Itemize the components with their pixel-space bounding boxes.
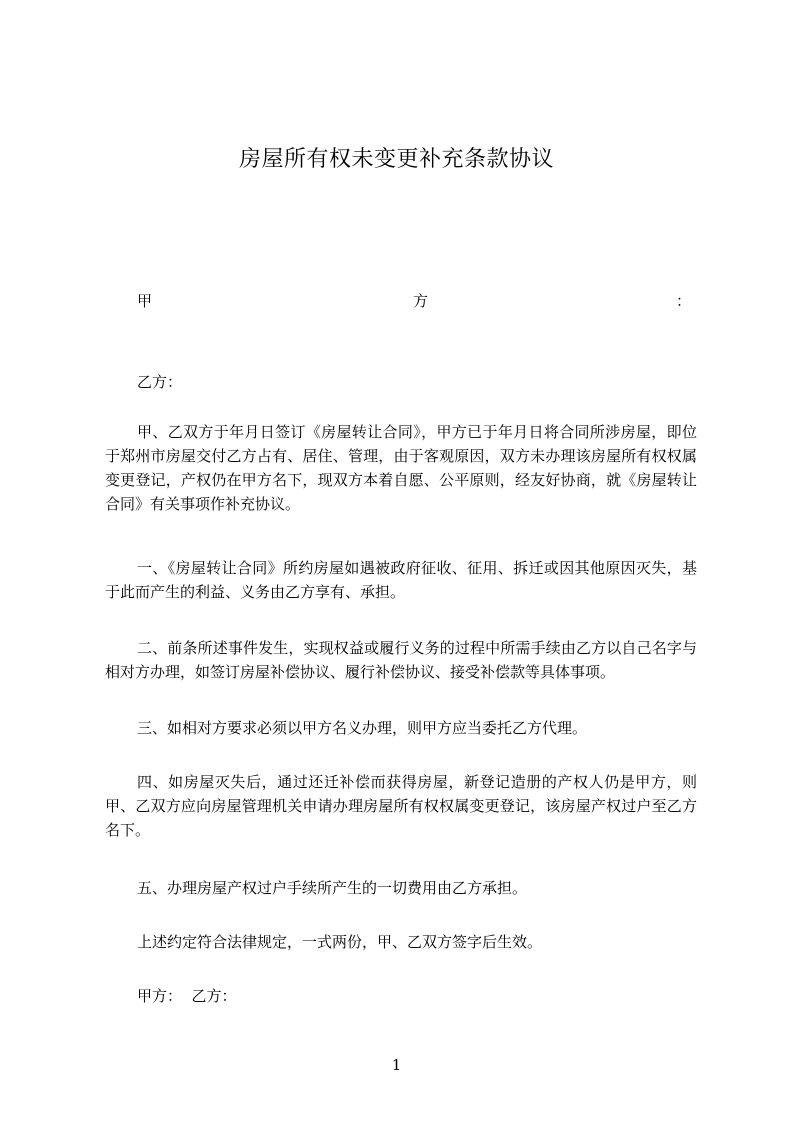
- party-b-label: 乙方：: [137, 373, 183, 391]
- effectiveness-clause: 上述约定符合法律规定，一式两份，甲、乙双方签字后生效。: [137, 933, 543, 951]
- document-title: 房屋所有权未变更补充条款协议: [238, 147, 554, 172]
- intro-paragraph: 甲、乙双方于年月日签订《房屋转让合同》，甲方已于年月日将合同所涉房屋，即位于郑州市房屋交付乙方占有、居住、管理，由于客观原因，双方未办理该房屋所有权权属变更登记，产权仍在甲方名下，现双方本着自愿、公平原则，经友好协商，就《房屋转让合同》有关事项作补充协议。: [105, 423, 697, 513]
- page-number: 1: [391, 1056, 402, 1074]
- clause-1: 一、《房屋转让合同》所约房屋如遇被政府征收、征用、拆迁或因其他原因灭失，基于此而产生的利益、义务由乙方享有、承担。: [105, 559, 697, 601]
- party-a-line: [137, 290, 693, 314]
- party-a-char-2: 方: [413, 292, 429, 310]
- clause-2: 二、前条所述事件发生，实现权益或履行义务的过程中所需手续由乙方以自己名字与相对方办理，如签订房屋补偿协议、履行补偿协议、接受补偿款等具体事项。: [105, 639, 697, 681]
- party-a-colon: ：: [675, 292, 691, 310]
- clause-4: 四、如房屋灭失后，通过还迁补偿而获得房屋，新登记造册的产权人仍是甲方，则甲、乙双方应向房屋管理机关申请办理房屋所有权权属变更登记，该房屋产权过户至乙方名下。: [105, 773, 697, 839]
- party-a-char-1: 甲: [137, 292, 153, 310]
- signature-line: 甲方： 乙方：: [137, 987, 237, 1005]
- clause-5: 五、办理房屋产权过户手续所产生的一切费用由乙方承担。: [137, 879, 528, 897]
- clause-3: 三、如相对方要求必须以甲方名义办理，则甲方应当委托乙方代理。: [137, 719, 588, 737]
